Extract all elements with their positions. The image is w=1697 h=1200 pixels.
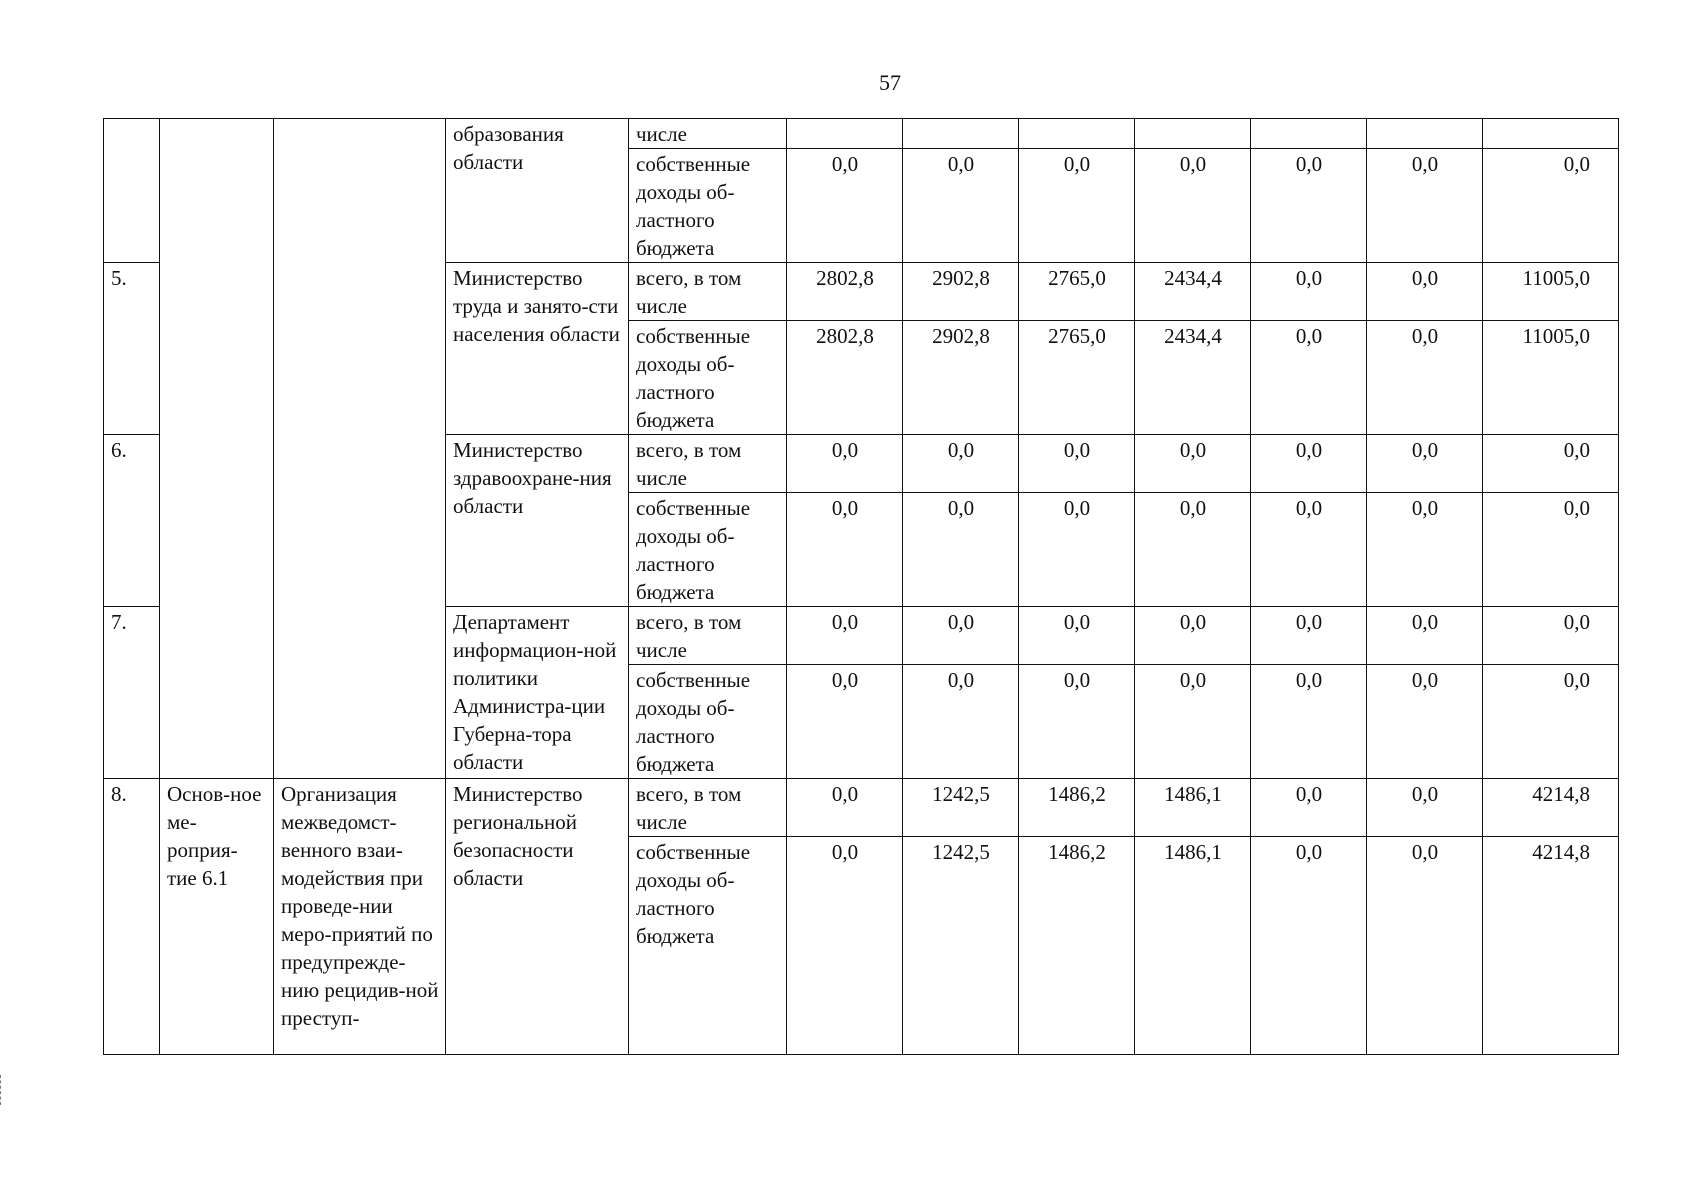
row-number bbox=[104, 119, 160, 263]
funding-source-cell: всего, в том числе bbox=[629, 779, 787, 837]
funding-source-cell: собственные доходы об-ластного бюджета bbox=[629, 665, 787, 779]
year-value-cell: 0,0 bbox=[1135, 665, 1251, 779]
year-value-cell: 0,0 bbox=[903, 493, 1019, 607]
year-value-cell: 0,0 bbox=[1367, 435, 1483, 493]
executor-cell: Министерство труда и занято-сти населения области bbox=[446, 263, 629, 435]
year-value-cell: 0,0 bbox=[1135, 149, 1251, 263]
year-value-cell: 0,0 bbox=[787, 665, 903, 779]
year-value-cell: 1486,2 bbox=[1019, 837, 1135, 1055]
year-value-cell: 0,0 bbox=[787, 607, 903, 665]
year-value-cell: 0,0 bbox=[1367, 321, 1483, 435]
year-value-cell: 0,0 bbox=[1251, 493, 1367, 607]
funding-source-cell: всего, в том числе bbox=[629, 263, 787, 321]
year-value-cell: 0,0 bbox=[1019, 665, 1135, 779]
executor-cell: Министерство региональной безопасности области bbox=[446, 779, 629, 1055]
year-value-cell: 0,0 bbox=[1135, 435, 1251, 493]
year-value-cell: 0,0 bbox=[1251, 435, 1367, 493]
executor-cell: Департамент информацион-ной политики Администра-ции Губерна-тора области bbox=[446, 607, 629, 779]
year-value-cell: 1242,5 bbox=[903, 779, 1019, 837]
year-value-cell bbox=[787, 119, 903, 149]
year-value-cell: 0,0 bbox=[1367, 665, 1483, 779]
year-value-cell: 2434,4 bbox=[1135, 263, 1251, 321]
table-row bbox=[104, 119, 1619, 149]
funding-source-cell: всего, в том числе bbox=[629, 435, 787, 493]
year-value-cell: 1486,2 bbox=[1019, 779, 1135, 837]
year-value-cell: 2765,0 bbox=[1019, 321, 1135, 435]
measure-type-cell: Основ-ное ме-роприя-тие 6.1 bbox=[160, 779, 274, 1055]
year-value-cell: 0,0 bbox=[903, 607, 1019, 665]
year-value-cell: 0,0 bbox=[1019, 435, 1135, 493]
year-value-cell: 0,0 bbox=[903, 435, 1019, 493]
year-value-cell: 0,0 bbox=[1251, 263, 1367, 321]
total-value-cell: 0,0 bbox=[1483, 665, 1619, 779]
year-value-cell: 0,0 bbox=[1019, 493, 1135, 607]
funding-source-cell: собственные доходы об-ластного бюджета bbox=[629, 837, 787, 1055]
funding-source-cell: собственные доходы об-ластного бюджета bbox=[629, 321, 787, 435]
year-value-cell: 0,0 bbox=[1251, 837, 1367, 1055]
year-value-cell: 0,0 bbox=[1367, 607, 1483, 665]
year-value-cell: 0,0 bbox=[1251, 779, 1367, 837]
total-value-cell: 4214,8 bbox=[1483, 779, 1619, 837]
funding-source-cell: собственные доходы об-ластного бюджета bbox=[629, 493, 787, 607]
year-value-cell: 1486,1 bbox=[1135, 779, 1251, 837]
year-value-cell: 0,0 bbox=[787, 779, 903, 837]
row-number: 7. bbox=[104, 607, 160, 779]
year-value-cell bbox=[1251, 119, 1367, 149]
page-number: 57 bbox=[879, 70, 901, 95]
scan-margin-mark bbox=[0, 1075, 7, 1105]
year-value-cell: 0,0 bbox=[1367, 779, 1483, 837]
year-value-cell: 0,0 bbox=[1367, 837, 1483, 1055]
year-value-cell: 0,0 bbox=[1135, 607, 1251, 665]
measure-name-cell: Организация межведомст-венного взаи-модействия при проведе-нии меро-приятий по предупрежде-нию рецидив-ной преступ- bbox=[274, 779, 446, 1055]
row-number: 5. bbox=[104, 263, 160, 435]
funding-source-cell: собственные доходы об-ластного бюджета bbox=[629, 149, 787, 263]
total-value-cell bbox=[1483, 119, 1619, 149]
year-value-cell: 0,0 bbox=[1251, 665, 1367, 779]
total-value-cell: 4214,8 bbox=[1483, 837, 1619, 1055]
year-value-cell: 1486,1 bbox=[1135, 837, 1251, 1055]
year-value-cell: 0,0 bbox=[1367, 149, 1483, 263]
year-value-cell: 2802,8 bbox=[787, 263, 903, 321]
total-value-cell: 0,0 bbox=[1483, 607, 1619, 665]
year-value-cell: 0,0 bbox=[1251, 607, 1367, 665]
row-number: 6. bbox=[104, 435, 160, 607]
year-value-cell: 0,0 bbox=[1019, 149, 1135, 263]
year-value-cell: 2902,8 bbox=[903, 321, 1019, 435]
funding-source-cell: всего, в том числе bbox=[629, 607, 787, 665]
funding-source-cell: числе bbox=[629, 119, 787, 149]
executor-cell: Министерство здравоохране-ния области bbox=[446, 435, 629, 607]
year-value-cell: 0,0 bbox=[1251, 321, 1367, 435]
total-value-cell: 11005,0 bbox=[1483, 263, 1619, 321]
table-row bbox=[104, 779, 1619, 837]
year-value-cell: 2902,8 bbox=[903, 263, 1019, 321]
measure-name-cell bbox=[274, 119, 446, 779]
year-value-cell: 0,0 bbox=[1019, 607, 1135, 665]
year-value-cell: 0,0 bbox=[787, 435, 903, 493]
executor-cell: образования области bbox=[446, 119, 629, 263]
year-value-cell bbox=[903, 119, 1019, 149]
total-value-cell: 11005,0 bbox=[1483, 321, 1619, 435]
year-value-cell: 0,0 bbox=[787, 149, 903, 263]
total-value-cell: 0,0 bbox=[1483, 435, 1619, 493]
year-value-cell bbox=[1019, 119, 1135, 149]
row-number: 8. bbox=[104, 779, 160, 1055]
year-value-cell: 0,0 bbox=[903, 665, 1019, 779]
total-value-cell: 0,0 bbox=[1483, 493, 1619, 607]
measure-type-cell bbox=[160, 119, 274, 779]
year-value-cell: 2434,4 bbox=[1135, 321, 1251, 435]
year-value-cell: 2765,0 bbox=[1019, 263, 1135, 321]
year-value-cell bbox=[1135, 119, 1251, 149]
year-value-cell: 0,0 bbox=[1367, 493, 1483, 607]
budget-table bbox=[103, 118, 1619, 1055]
year-value-cell: 0,0 bbox=[787, 493, 903, 607]
year-value-cell: 0,0 bbox=[1251, 149, 1367, 263]
year-value-cell bbox=[1367, 119, 1483, 149]
year-value-cell: 0,0 bbox=[1367, 263, 1483, 321]
year-value-cell: 0,0 bbox=[787, 837, 903, 1055]
year-value-cell: 0,0 bbox=[1135, 493, 1251, 607]
total-value-cell: 0,0 bbox=[1483, 149, 1619, 263]
year-value-cell: 2802,8 bbox=[787, 321, 903, 435]
year-value-cell: 0,0 bbox=[903, 149, 1019, 263]
year-value-cell: 1242,5 bbox=[903, 837, 1019, 1055]
